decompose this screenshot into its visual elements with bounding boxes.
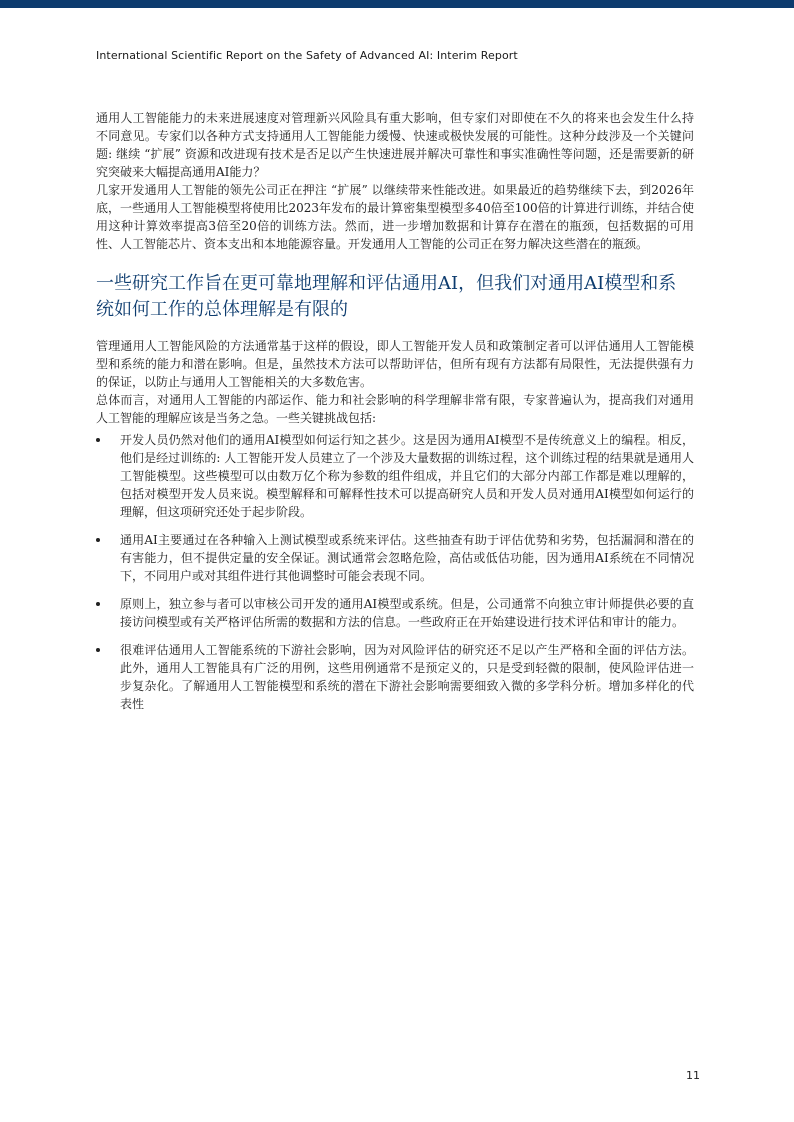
list-item-text: 通用AI主要通过在各种输入上测试模型或系统来评估。这些抽查有助于评估优势和劣势，包括漏洞和潜在的有害能力，但不提供定量的安全保证。测试通常会忽略危险，高估或低估功能，因为通用AI系统在不同情况下，不同用户或对其组件进行其他调整时可能会表现不同。 — [120, 533, 694, 583]
list-item — [96, 531, 694, 585]
list-item — [96, 595, 694, 631]
paragraph: 几家开发通用人工智能的领先公司正在押注 “扩展” 以继续带来性能改进。如果最近的趋势继续下去，到2026年底，一些通用人工智能模型将使用比2023年发布的最计算密集型模型多40倍至100倍的计算进行训练，并结合使用这种计算效率提高3倍至20倍的训练方法。然而，进一步增加数据和计算存在潜在的瓶颈，包括数据的可用性、人工智能芯片、资本支出和本地能源容量。开发通用人工智能的公司正在努力解决这些潜在的瓶颈。 — [96, 183, 694, 251]
bullet-icon — [96, 648, 100, 652]
list-item-text: 原则上，独立参与者可以审核公司开发的通用AI模型或系统。但是，公司通常不向独立审计师提供必要的直接访问模型或有关严格评估所需的数据和方法的信息。一些政府正在开始建设进行技术评估和审计的能力。 — [120, 597, 694, 629]
paragraph: 通用人工智能能力的未来进展速度对管理新兴风险具有重大影响，但专家们对即使在不久的将来也会发生什么持不同意见。专家们以各种方式支持通用人工智能能力缓慢、快速或极快发展的可能性。这种分歧涉及一个关键问题: 继续 “扩展” 资源和改进现有技术是否足以产生快速进展并解决可靠性和事实准确性等问题，还是需要新的研究突破来大幅提高通用AI能力？ — [96, 111, 694, 179]
paragraph: 总体而言，对通用人工智能的内部运作、能力和社会影响的科学理解非常有限，专家普遍认为，提高我们对通用人工智能的理解应该是当务之急。一些关键挑战包括: — [96, 393, 694, 425]
page-content — [96, 109, 694, 723]
top-accent-bar — [0, 0, 794, 8]
list-item — [96, 431, 694, 521]
page-number: 11 — [686, 1069, 700, 1082]
bullet-icon — [96, 438, 100, 442]
list-item — [96, 641, 694, 713]
paragraph: 管理通用人工智能风险的方法通常基于这样的假设，即人工智能开发人员和政策制定者可以评估通用人工智能模型和系统的能力和潜在影响。但是，虽然技术方法可以帮助评估，但所有现有方法都有局限性，无法提供强有力的保证，以防止与通用人工智能相关的大多数危害。 — [96, 339, 694, 389]
list-item-text: 开发人员仍然对他们的通用AI模型如何运行知之甚少。这是因为通用AI模型不是传统意义上的编程。相反，他们是经过训练的: 人工智能开发人员建立了一个涉及大量数据的训练过程，这个训练过程的结果就是通用人工智能模型。这些模型可以由数万亿个称为参数的组件组成，并且它们的大部分内部工作都是难以理解的，包括对模型开发人员来说。模型解释和可解释性技术可以提高研究人员和开发人员对通用AI模型如何运行的理解，但这项研究还处于起步阶段。 — [120, 433, 694, 519]
running-header: International Scientific Report on the Safety of Advanced AI: Interim Report — [96, 49, 518, 62]
challenges-list — [96, 431, 694, 713]
bullet-icon — [96, 538, 100, 542]
section-heading: 一些研究工作旨在更可靠地理解和评估通用AI，但我们对通用AI模型和系统如何工作的总体理解是有限的 — [96, 273, 677, 320]
list-item-text: 很难评估通用人工智能系统的下游社会影响，因为对风险评估的研究还不足以产生严格和全面的评估方法。此外，通用人工智能具有广泛的用例，这些用例通常不是预定义的，只是受到轻微的限制，使风险评估进一步复杂化。了解通用人工智能模型和系统的潜在下游社会影响需要细致入微的多学科分析。增加多样化的代表性 — [120, 643, 694, 711]
bullet-icon — [96, 602, 100, 606]
